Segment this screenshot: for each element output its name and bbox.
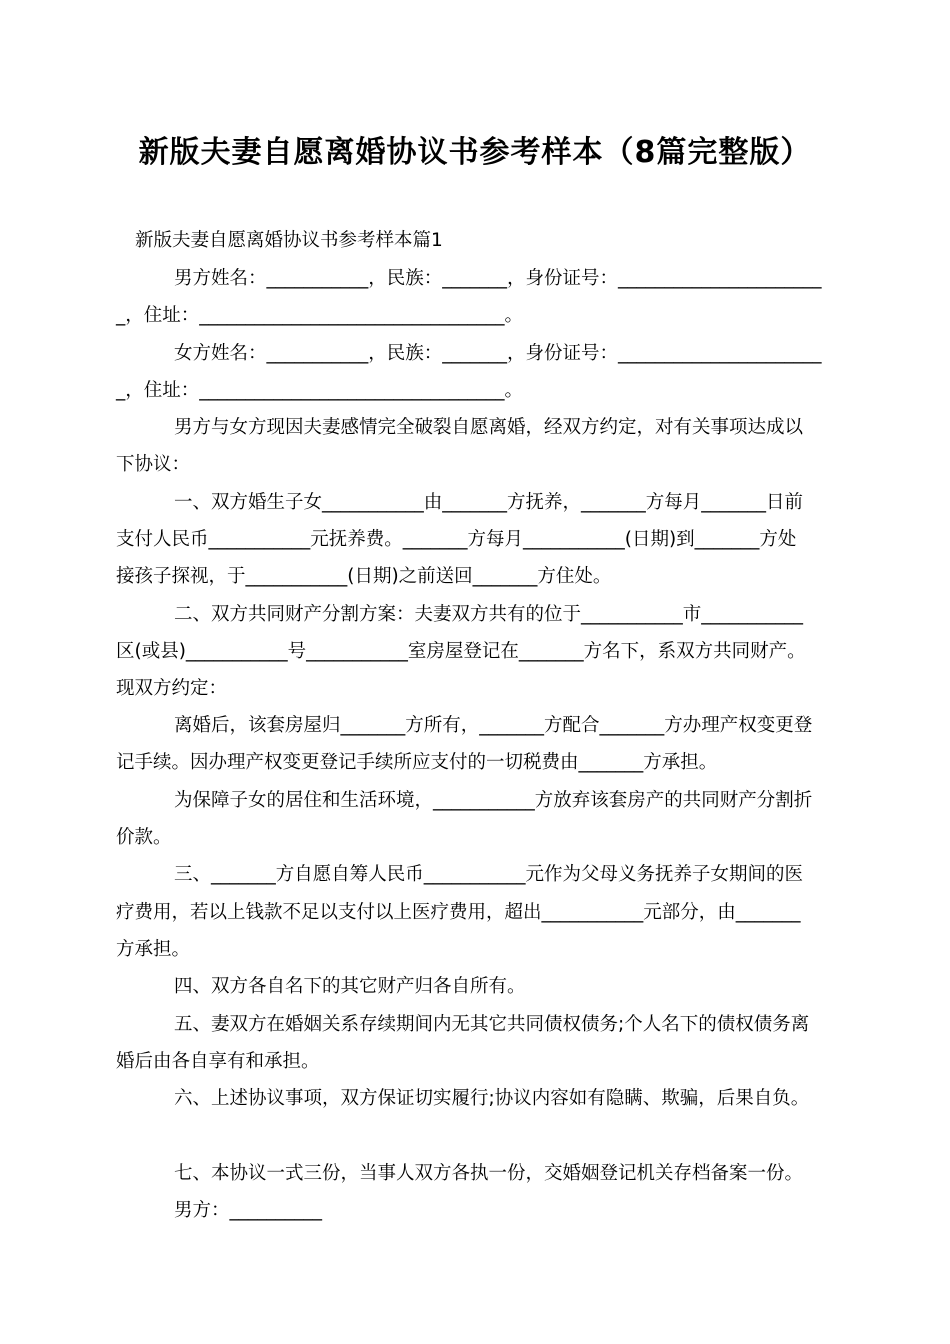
paragraph-line: 支付人民币___________元抚养费。_______方每月___________(日期)到_______方处 <box>116 529 797 550</box>
paragraph-line: 离婚后，该套房屋归_______方所有，_______方配合_______方办理产权变更登 <box>174 715 813 736</box>
paragraph-line: 价款。 <box>116 827 172 848</box>
paragraph-line: 六、上述协议事项，双方保证切实履行;协议内容如有隐瞒、欺骗，后果自负。 <box>174 1088 810 1109</box>
signature-line: 男方：__________ <box>174 1200 323 1221</box>
paragraph-line: 四、双方各自名下的其它财产归各自所有。 <box>174 976 526 997</box>
paragraph-line: 婚后由各自享有和承担。 <box>116 1051 320 1072</box>
paragraph-line: 二、双方共同财产分割方案：夫妻双方共有的位于___________市___________ <box>174 604 804 625</box>
paragraph-line: 接孩子探视，于___________(日期)之前送回_______方住处。 <box>116 566 612 587</box>
paragraph-line: 五、妻双方在婚姻关系存续期间内无其它共同债权债务;个人名下的债权债务离 <box>174 1014 810 1035</box>
paragraph-line: 为保障子女的居住和生活环境，___________方放弃该套房产的共同财产分割折 <box>174 790 813 811</box>
paragraph-line: 区(或县)___________号___________室房屋登记在_______方名下，系双方共同财产。 <box>116 641 806 662</box>
paragraph-line: 疗费用，若以上钱款不足以支付以上医疗费用，超出___________元部分，由_______ <box>116 902 801 923</box>
paragraph-line: 七、本协议一式三份，当事人双方各执一份，交婚姻登记机关存档备案一份。 <box>174 1163 804 1184</box>
paragraph-line: 现双方约定： <box>116 678 228 699</box>
paragraph-line: 三、_______方自愿自筹人民币___________元作为父母义务抚养子女期间的医 <box>174 864 804 885</box>
paragraph-line: 男方姓名：___________，民族：_______，身份证号：______________________ <box>174 268 822 289</box>
document-title: 新版夫妻自愿离婚协议书参考样本（8篇完整版） <box>138 135 812 170</box>
paragraph-line: 男方与女方现因夫妻感情完全破裂自愿离婚，经双方约定，对有关事项达成以 <box>174 417 804 438</box>
paragraph-line: 方承担。 <box>116 939 191 960</box>
paragraph-line: 记手续。因办理产权变更登记手续所应支付的一切税费由_______方承担。 <box>116 752 718 773</box>
paragraph-line: _，住址：_________________________________。 <box>116 380 524 401</box>
paragraph-line: 女方姓名：___________，民族：_______，身份证号：______________________ <box>174 343 822 364</box>
paragraph-line: _，住址：_________________________________。 <box>116 305 524 326</box>
paragraph-line: 下协议： <box>116 454 191 475</box>
section-heading: 新版夫妻自愿离婚协议书参考样本篇1 <box>135 230 443 251</box>
paragraph-line: 一、双方婚生子女___________由_______方抚养，_______方每月_______日前 <box>174 492 804 513</box>
